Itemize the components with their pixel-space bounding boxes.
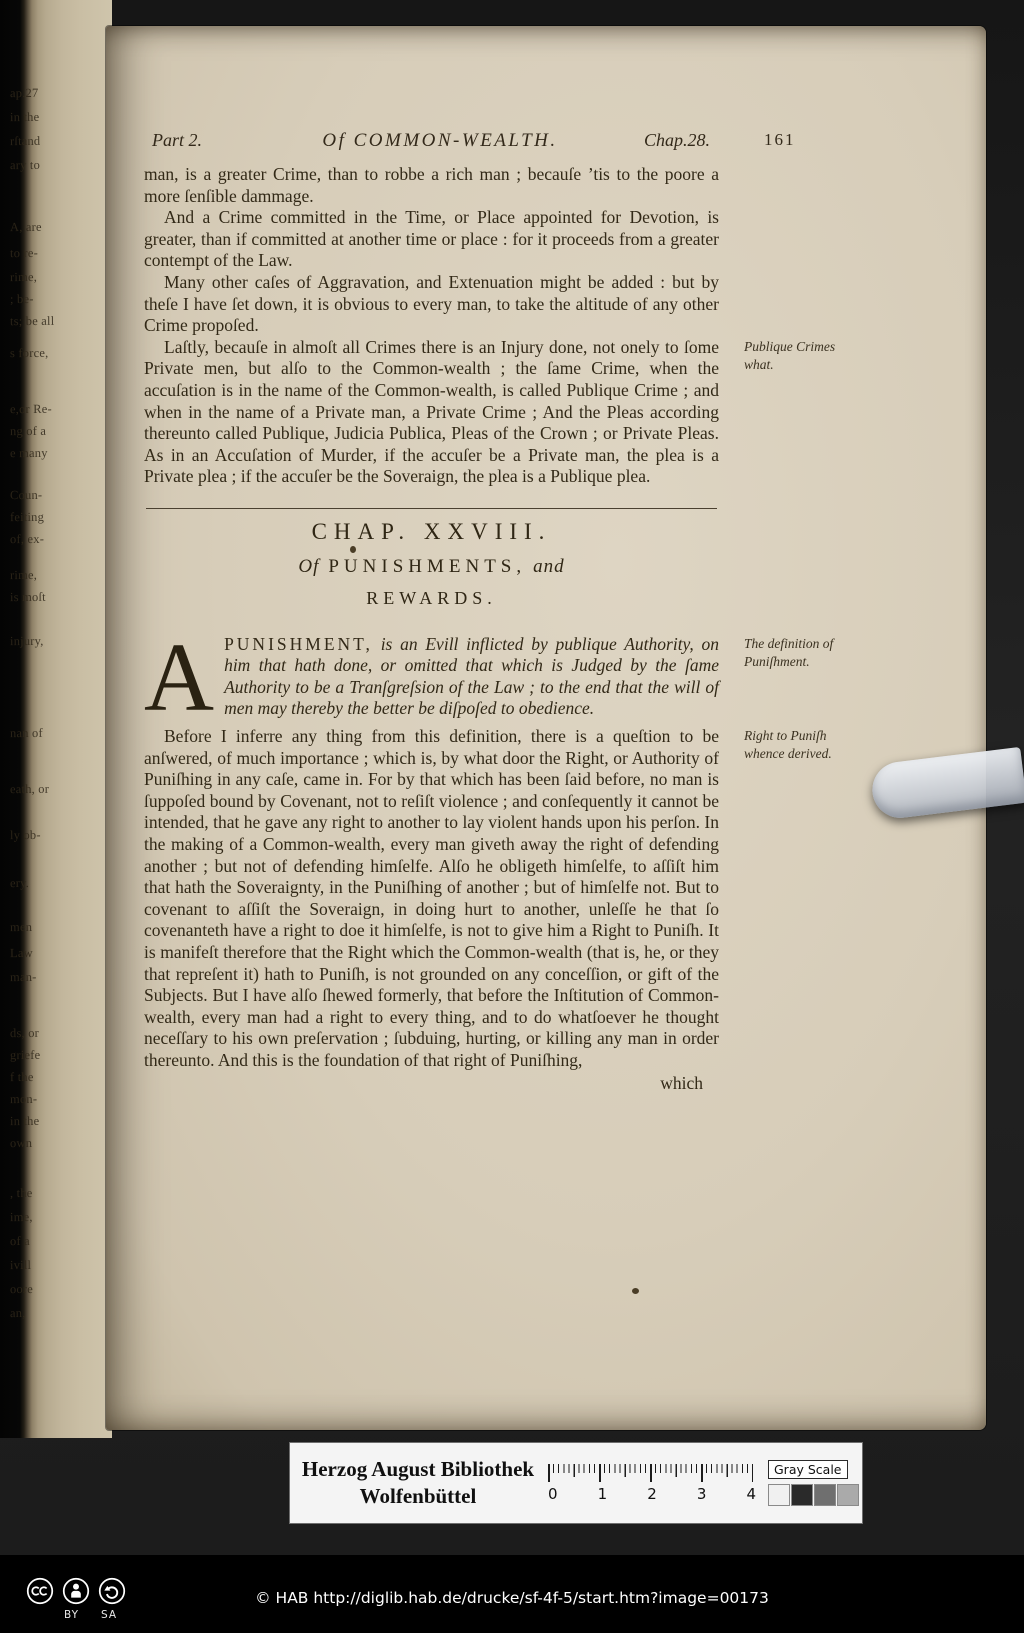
spine-text-fragment: f the — [9, 1069, 34, 1085]
license-badge-labels — [64, 1609, 117, 1621]
license-bar — [0, 1555, 1024, 1633]
grayscale-swatch — [768, 1484, 790, 1506]
spine-text-fragment: injury, — [9, 633, 44, 649]
spine-text-fragment: rſtand — [9, 133, 41, 149]
spine-text-fragment: ivill — [9, 1257, 32, 1273]
spine-text-fragment: in the — [9, 109, 40, 125]
spine-text-fragment: eath, or — [9, 781, 50, 797]
spine-text-fragment: Coun- — [9, 487, 43, 503]
spine-text-fragment: own — [9, 1135, 33, 1151]
grayscale-swatches — [768, 1484, 860, 1506]
header-part: Part 2. — [152, 130, 203, 150]
book-page — [106, 26, 986, 1430]
section-divider — [146, 508, 717, 509]
spine-text-fragment: an, — [9, 1305, 26, 1321]
header-page-number: 161 — [764, 130, 796, 149]
spine-text-fragment: A, are — [9, 219, 42, 235]
ink-dot — [632, 1288, 639, 1294]
paragraph: man, is a greater Crime, than to robbe a rich man ; becauſe ’tis to the poore a more ſenſible dammage. — [144, 164, 719, 206]
paragraph-with-note — [144, 336, 836, 488]
spine-text-fragment: of, ex- — [9, 531, 45, 547]
ruler-number: 4 — [746, 1484, 756, 1503]
chapter-number: CHAP. XXVIII. — [311, 518, 552, 544]
ruler-number: 0 — [548, 1484, 558, 1503]
paragraph-with-note — [144, 726, 832, 1072]
spine-text-fragment: rime, — [9, 269, 38, 285]
paragraph: Laſtly, becauſe in almoſt all Crimes there is an Injury done, not onely to ſome Private men, but alſo to the Common-wealth ; the ſame Crime, when the accuſation is in the name of the Common-wealth, is called Publique Crime ; and when in the name of a Private man, a Private Crime ; And the Pleas according thereunto called Publique, Judicia Publica, Pleas of the Crown ; or Private Pleas. As in an Accuſation of Murder, if the accuſer be a Private man, the plea is a Private plea ; if the accuſer be the Soveraign, the plea is a Publique plea. — [144, 336, 719, 487]
spine-text-fragment: ap.27 — [9, 85, 39, 101]
scale-ruler — [548, 1464, 760, 1503]
license-url-text: © HAB http://diglib.hab.de/drucke/sf-4f-5/start.htm?image=00173 — [255, 1589, 769, 1607]
spine-text-fragment: man- — [9, 969, 37, 985]
margin-note-definition: The definition of Puniſhment. — [744, 635, 834, 669]
spine-text-fragment: e,or Re- — [9, 401, 52, 417]
spine-text-fragment: feiting — [9, 509, 45, 525]
chapter-title-line — [144, 556, 719, 578]
library-name — [290, 1456, 546, 1511]
spine-text-fragment: to re- — [9, 245, 38, 261]
ruler-numbers — [548, 1485, 756, 1503]
spine-text-fragment: ery. — [9, 875, 30, 891]
spine-text-fragment: ng of a — [9, 423, 47, 439]
spine-text-fragment: ary to — [9, 157, 41, 173]
chapter-title-rewards: REWARDS. — [366, 588, 497, 609]
grayscale-label: Gray Scale — [768, 1460, 848, 1479]
drop-cap: A — [144, 623, 215, 731]
library-name-line1: Herzog August Bibliothek — [301, 1456, 535, 1481]
chapter-title-of: Of — [298, 555, 320, 577]
margin-note-right-to-punish: Right to Puniſh whence derived. — [744, 728, 832, 761]
spine-text-fragment: , the — [9, 1185, 33, 1201]
spine-text-fragment: e many — [9, 445, 48, 461]
ruler-number: 3 — [696, 1484, 707, 1503]
spine-text-fragment: ds, or — [9, 1025, 40, 1041]
text-column — [144, 164, 836, 1094]
spine-text-fragment: in the — [9, 1113, 40, 1129]
spine-text-fragment: nan of — [9, 725, 43, 741]
definition-first-word: PUNISHMENT, — [224, 633, 373, 654]
spine-text-fragment: ts; be all — [9, 313, 55, 329]
license-badge: SA — [101, 1609, 118, 1621]
library-name-line2: Wolfenbüttel — [359, 1484, 477, 1508]
header-running-title: Of COMMON-WEALTH. — [322, 130, 558, 151]
spine-text-fragment: s force, — [9, 345, 49, 361]
definition-paragraph — [144, 623, 834, 731]
ink-dot — [350, 546, 356, 553]
chapter-title-and: and — [533, 555, 565, 577]
license-badge: BY — [64, 1609, 80, 1621]
spine-text-fragment: mon- — [9, 1091, 38, 1107]
paragraph: And a Crime committed in the Time, or Place appointed for Devotion, is greater, than if committed at another time or place : for it proceeds from a greater contempt of the Law. — [144, 207, 719, 271]
grayscale-swatch — [837, 1484, 859, 1506]
grayscale-swatch — [791, 1484, 813, 1506]
grayscale-reference — [768, 1460, 860, 1506]
header-chapter: Chap.28. — [644, 130, 711, 150]
paragraph: Before I inferre any thing from this definition, there is a queſtion to be anſwered, of much importance ; which is, by what door the Right, or Authority of Puniſhing in any caſe, came in. For by that which has been ſaid before, no man is ſuppoſed bound by Covenant, not to reſiſt violence ; and conſequently it cannot be intended, that he gave any right to another to lay violent hands upon his perſon. In the making of a Common-wealth, every man giveth away the right of defending another ; but not of defending himſelfe. Alſo he obligeth himſelfe, to aſſiſt him that hath the Soveraignty, in the Puniſhing of another ; but of himſelfe not. But to covenant to aſſiſt the Soveraign, in doing hurt to another, unleſſe he that ſo covenanteth have a right to doe it himſelfe, is not to give him a Right to Puniſh. It is manifeſt therefore that the Right which the Common-wealth (that is, he, or they that repreſent it) hath to Puniſh, is not grounded on any conceſſion, or gift of the Subjects. But I have alſo ſhewed formerly, that before the Inſtitution of Common-wealth, every man had a right to every thing, and to do whatſoever he thought neceſſary to his own preſervation ; ſubduing, hurting, or killing any man in order thereunto. And this is the foundation of that right of Puniſhing, — [144, 726, 719, 1070]
spine-text-fragment: men — [9, 919, 33, 935]
spine-text-fragment: is moſt — [9, 589, 46, 605]
scan-footer-card — [290, 1443, 862, 1523]
catchword: which — [660, 1072, 703, 1093]
margin-note-publique-crimes: Publique Crimes what. — [744, 338, 836, 372]
spine-text-fragment: griefe — [9, 1047, 41, 1063]
book-spine-edge — [0, 0, 112, 1438]
spine-text-fragment: ime, — [9, 1209, 33, 1225]
chapter-title-main: PUNISHMENTS, — [328, 555, 527, 577]
definition-text: is an Evill inflicted by publique Authority, on him that hath done, or omitted that which is Judged by the ſame Authority to be a Tranſgreſsion of the Law ; to the end that the will of men may thereby the better be diſpoſed to obedience. — [224, 633, 719, 719]
grayscale-swatch — [814, 1484, 836, 1506]
spine-text-fragment: ; be- — [9, 291, 34, 307]
spine-text-fragment: oore — [9, 1281, 34, 1297]
page-header — [144, 130, 844, 156]
chapter-heading — [144, 518, 719, 610]
ruler-number: 2 — [647, 1484, 657, 1503]
ruler-number: 1 — [597, 1484, 608, 1503]
ruler-ticks — [548, 1464, 753, 1482]
paragraph: Many other caſes of Aggravation, and Extenuation might be added : but by theſe I have ſet down, it is obvious to every man, to take the altitude of any other Crime propoſed. — [144, 271, 719, 336]
spine-text-fragment: rime, — [9, 567, 38, 583]
spine-text-fragment: Law — [9, 945, 33, 961]
spine-text-fragment: ly ob- — [9, 827, 41, 843]
spine-text-fragment: of a — [9, 1233, 30, 1249]
